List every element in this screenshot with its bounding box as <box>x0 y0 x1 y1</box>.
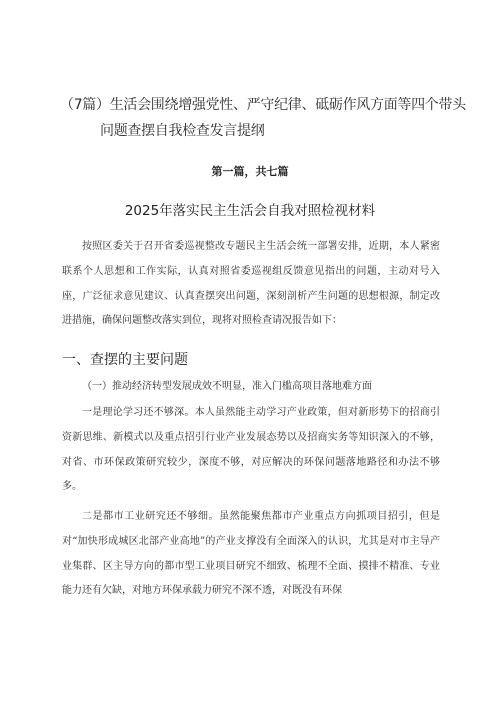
document-title-line-2: 问题查摆自我检查发言提纲 <box>100 123 265 139</box>
section-heading: 一、查摆的主要问题 <box>62 352 188 368</box>
subsection-heading: （一）推动经济转型发展成效不明显，准入门槛高项目落地难方面 <box>82 381 372 392</box>
report-title: 2025年落实民主生活会自我对照检视材料 <box>124 203 376 219</box>
document-title-line-1: （7篇）生活会围绕增强党性、严守纪律、砥砺作风方面等四个带头 <box>60 97 466 113</box>
intro-paragraph: 按照区委关于召开省委巡视整改专题民主生活会统一部署安排，近期，本人紧密联系个人思想和工作实际，认真对照省委巡视组反馈意见指出的问题，主动对号入座，广泛征求意见建议、认真查摆突出问题，深刻剖析产生问题的思想根源，制定改进措施，确保问题整改落实到位，现将对照检查请况报告如下： <box>62 241 440 327</box>
body-paragraph-2: 二是都市工业研究还不够细。虽然能聚焦都市产业重点方向抓项目招引，但是对“加快形成城区北部产业高地”的产业支撑没有全面深入的认识，尤其是对市主导产业集群、区主导方向的都市型工业项目研究不细致、梳理不全面、摸排不精准、专业能力还有欠缺，对地方环保承载力研究不深不透，对既没有环保 <box>62 511 440 597</box>
body-paragraph-1: 一是理论学习还不够深。本人虽然能主动学习产业政策，但对新形势下的招商引资新思维、新模式以及重点招引行业产业发展态势以及招商实务等知识深入的不够，对省、市环保政策研究较少，深度不够，对应解决的环保问题落地路径和办法不够多。 <box>62 407 440 493</box>
document-title <box>60 92 466 144</box>
part-label: 第一篇，共七篇 <box>211 165 289 178</box>
